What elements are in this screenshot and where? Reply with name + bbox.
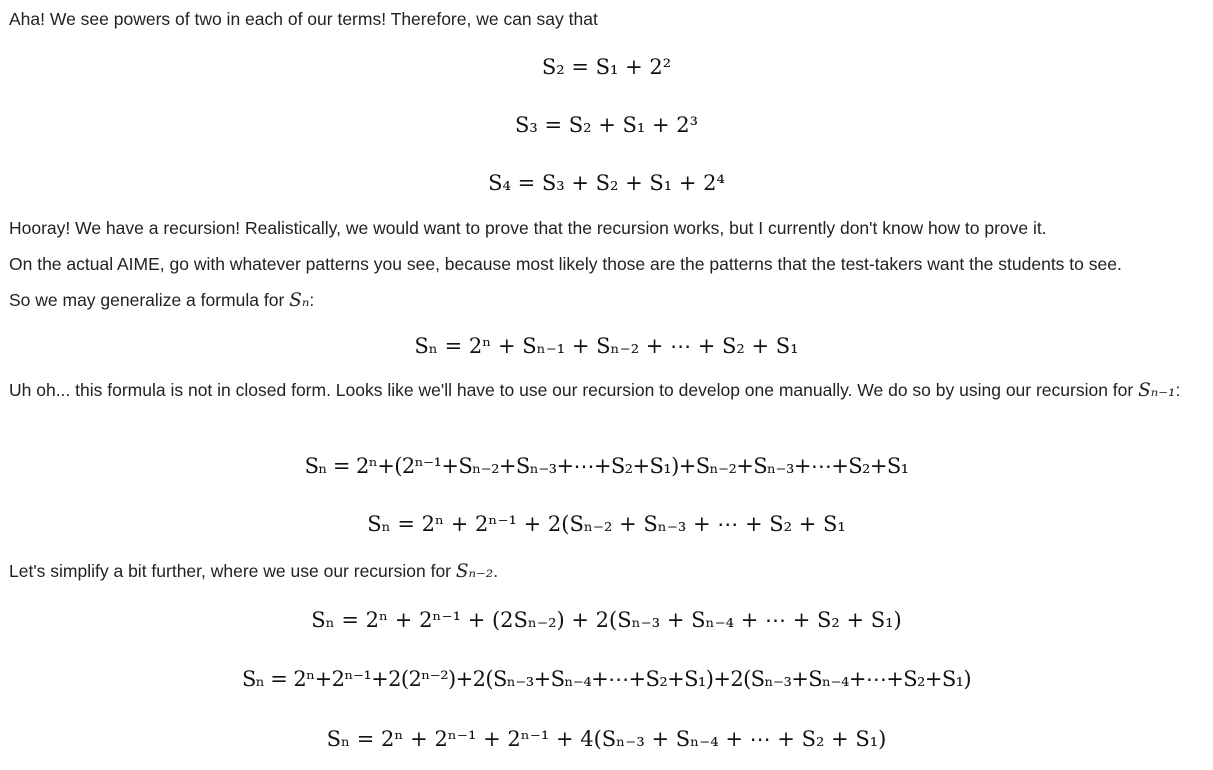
inline-math-sn-1: Sₙ₋₁: [1138, 380, 1176, 401]
paragraph-closed-form-text: Uh oh... this formula is not in closed form. Looks like we'll have to use our recursion to develop one manually. We do so by using our recursion for: [9, 380, 1139, 400]
paragraph-generalize: [9, 288, 1204, 313]
equation-expand-2: Sₙ = 2ⁿ + 2ⁿ⁻¹ + 2(Sₙ₋₂ + Sₙ₋₃ + ⋯ + S₂ + S₁: [367, 512, 846, 536]
equation-sn-general: Sₙ = 2ⁿ + Sₙ₋₁ + Sₙ₋₂ + ⋯ + S₂ + S₁: [414, 334, 799, 358]
paragraph-simplify: [9, 559, 1204, 584]
paragraph-generalize-end: :: [309, 290, 315, 310]
paragraph-closed-form: [9, 378, 1204, 403]
inline-math-sn: Sₙ: [289, 290, 310, 311]
paragraph-aime: On the actual AIME, go with whatever patterns you see, because most likely those are the patterns that the test-takers want the students to see.: [9, 254, 1122, 274]
inline-math-sn-2: Sₙ₋₂: [455, 561, 494, 582]
equation-s3: S₃ = S₂ + S₁ + 2³: [514, 113, 699, 137]
equation-expand-3: Sₙ = 2ⁿ + 2ⁿ⁻¹ + (2Sₙ₋₂) + 2(Sₙ₋₃ + Sₙ₋₄ + ⋯ + S₂ + S₁): [311, 608, 902, 632]
paragraph-intro: Aha! We see powers of two in each of our terms! Therefore, we can say that: [9, 9, 598, 29]
equation-expand-4: Sₙ = 2ⁿ+2ⁿ⁻¹+2(2ⁿ⁻²)+2(Sₙ₋₃+Sₙ₋₄+⋯+S₂+S₁)+2(Sₙ₋₃+Sₙ₋₄+⋯+S₂+S₁): [241, 667, 972, 691]
equation-expand-5: Sₙ = 2ⁿ + 2ⁿ⁻¹ + 2ⁿ⁻¹ + 4(Sₙ₋₃ + Sₙ₋₄ + ⋯ + S₂ + S₁): [326, 727, 887, 751]
equation-s4: S₄ = S₃ + S₂ + S₁ + 2⁴: [488, 171, 725, 195]
paragraph-simplify-end: .: [493, 561, 499, 581]
paragraph-closed-form-end: :: [1175, 380, 1181, 400]
paragraph-recursion: Hooray! We have a recursion! Realistically, we would want to prove that the recursion works, but I currently don't know how to prove it.: [9, 218, 1047, 238]
paragraph-generalize-text: So we may generalize a formula for: [9, 290, 290, 310]
equation-s2: S₂ = S₁ + 2²: [541, 55, 672, 79]
paragraph-simplify-text: Let's simplify a bit further, where we use our recursion for: [9, 561, 456, 581]
equation-expand-1: Sₙ = 2ⁿ+(2ⁿ⁻¹+Sₙ₋₂+Sₙ₋₃+⋯+S₂+S₁)+Sₙ₋₂+Sₙ₋₃+⋯+S₂+S₁: [304, 454, 909, 478]
